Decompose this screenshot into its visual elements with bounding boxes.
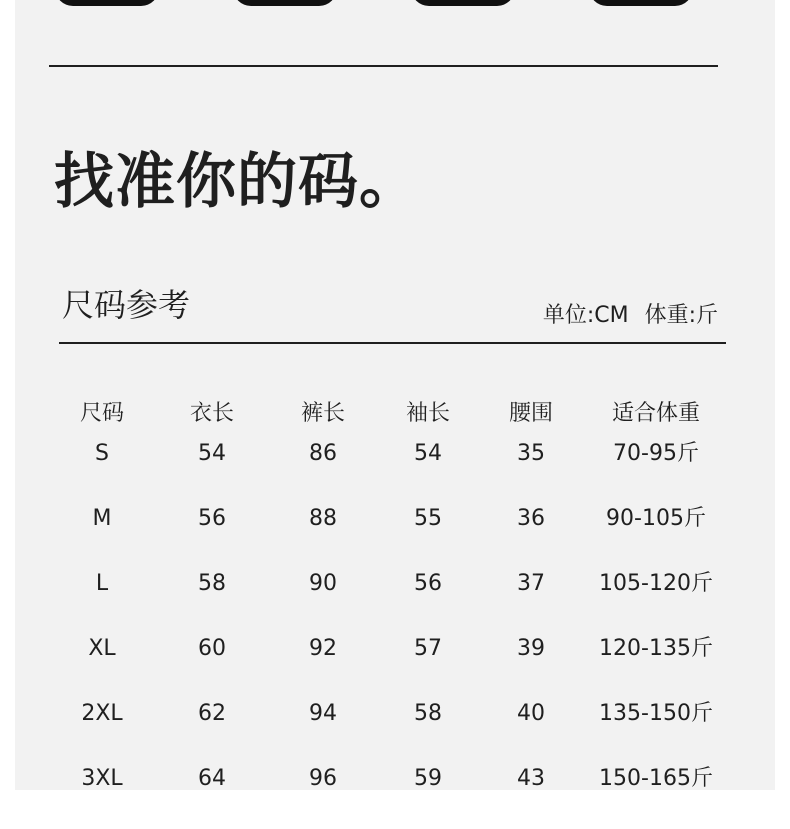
table-row xyxy=(47,764,727,829)
section-divider xyxy=(59,342,726,344)
cell-top-length: 56 xyxy=(198,506,226,531)
cell-waist: 36 xyxy=(517,506,545,531)
header-suitable-weight: 适合体重 xyxy=(611,400,700,426)
table-row xyxy=(47,569,727,634)
table-row xyxy=(47,634,727,699)
header-sleeve-length: 袖长 xyxy=(405,400,450,426)
cell-suitable-weight: 70-95斤 xyxy=(613,441,699,466)
cell-sleeve-length: 59 xyxy=(414,766,442,791)
section-title: 尺码参考 xyxy=(62,286,191,324)
cell-top-length: 54 xyxy=(198,441,226,466)
table-row xyxy=(47,699,727,764)
cell-suitable-weight: 150-165斤 xyxy=(599,766,713,791)
header-waist: 腰围 xyxy=(508,400,553,426)
page-headline: 找准你的码。 xyxy=(54,147,420,217)
header-pants-length: 裤长 xyxy=(300,400,345,426)
cell-sleeve-length: 56 xyxy=(414,571,442,596)
cell-sleeve-length: 57 xyxy=(414,636,442,661)
cell-suitable-weight: 120-135斤 xyxy=(599,636,713,661)
cell-size: XL xyxy=(88,636,116,661)
unit-label: 单位:CM xyxy=(542,303,629,328)
cell-size: M xyxy=(92,506,112,531)
cell-pants-length: 90 xyxy=(309,571,337,596)
top-tab-shape-4 xyxy=(589,0,693,6)
cell-top-length: 58 xyxy=(198,571,226,596)
cell-size: L xyxy=(95,571,109,596)
cell-top-length: 64 xyxy=(198,766,226,791)
cell-top-length: 60 xyxy=(198,636,226,661)
cell-size: 2XL xyxy=(81,701,123,726)
cell-waist: 39 xyxy=(517,636,545,661)
cell-sleeve-length: 54 xyxy=(414,441,442,466)
cell-waist: 43 xyxy=(517,766,545,791)
cell-pants-length: 94 xyxy=(309,701,337,726)
header-size: 尺码 xyxy=(79,400,124,426)
cell-size: S xyxy=(95,441,109,466)
cell-suitable-weight: 135-150斤 xyxy=(599,701,713,726)
top-tab-shape-2 xyxy=(233,0,337,6)
top-divider xyxy=(49,65,718,67)
cell-pants-length: 96 xyxy=(309,766,337,791)
cell-pants-length: 88 xyxy=(309,506,337,531)
cell-waist: 40 xyxy=(517,701,545,726)
cell-waist: 35 xyxy=(517,441,545,466)
cell-suitable-weight: 90-105斤 xyxy=(606,506,706,531)
top-tab-shape-1 xyxy=(55,0,159,6)
cell-size: 3XL xyxy=(81,766,123,791)
top-tab-shape-3 xyxy=(411,0,515,6)
cell-pants-length: 92 xyxy=(309,636,337,661)
weight-unit-label: 体重:斤 xyxy=(644,303,718,328)
cell-sleeve-length: 55 xyxy=(414,506,442,531)
header-top-length: 衣长 xyxy=(189,400,234,426)
table-header-row xyxy=(47,383,727,439)
cell-top-length: 62 xyxy=(198,701,226,726)
size-table xyxy=(47,383,727,829)
cell-sleeve-length: 58 xyxy=(414,701,442,726)
cell-waist: 37 xyxy=(517,571,545,596)
unit-note xyxy=(543,300,718,332)
table-row xyxy=(47,504,727,569)
cell-suitable-weight: 105-120斤 xyxy=(599,571,713,596)
table-row xyxy=(47,439,727,504)
cell-pants-length: 86 xyxy=(309,441,337,466)
